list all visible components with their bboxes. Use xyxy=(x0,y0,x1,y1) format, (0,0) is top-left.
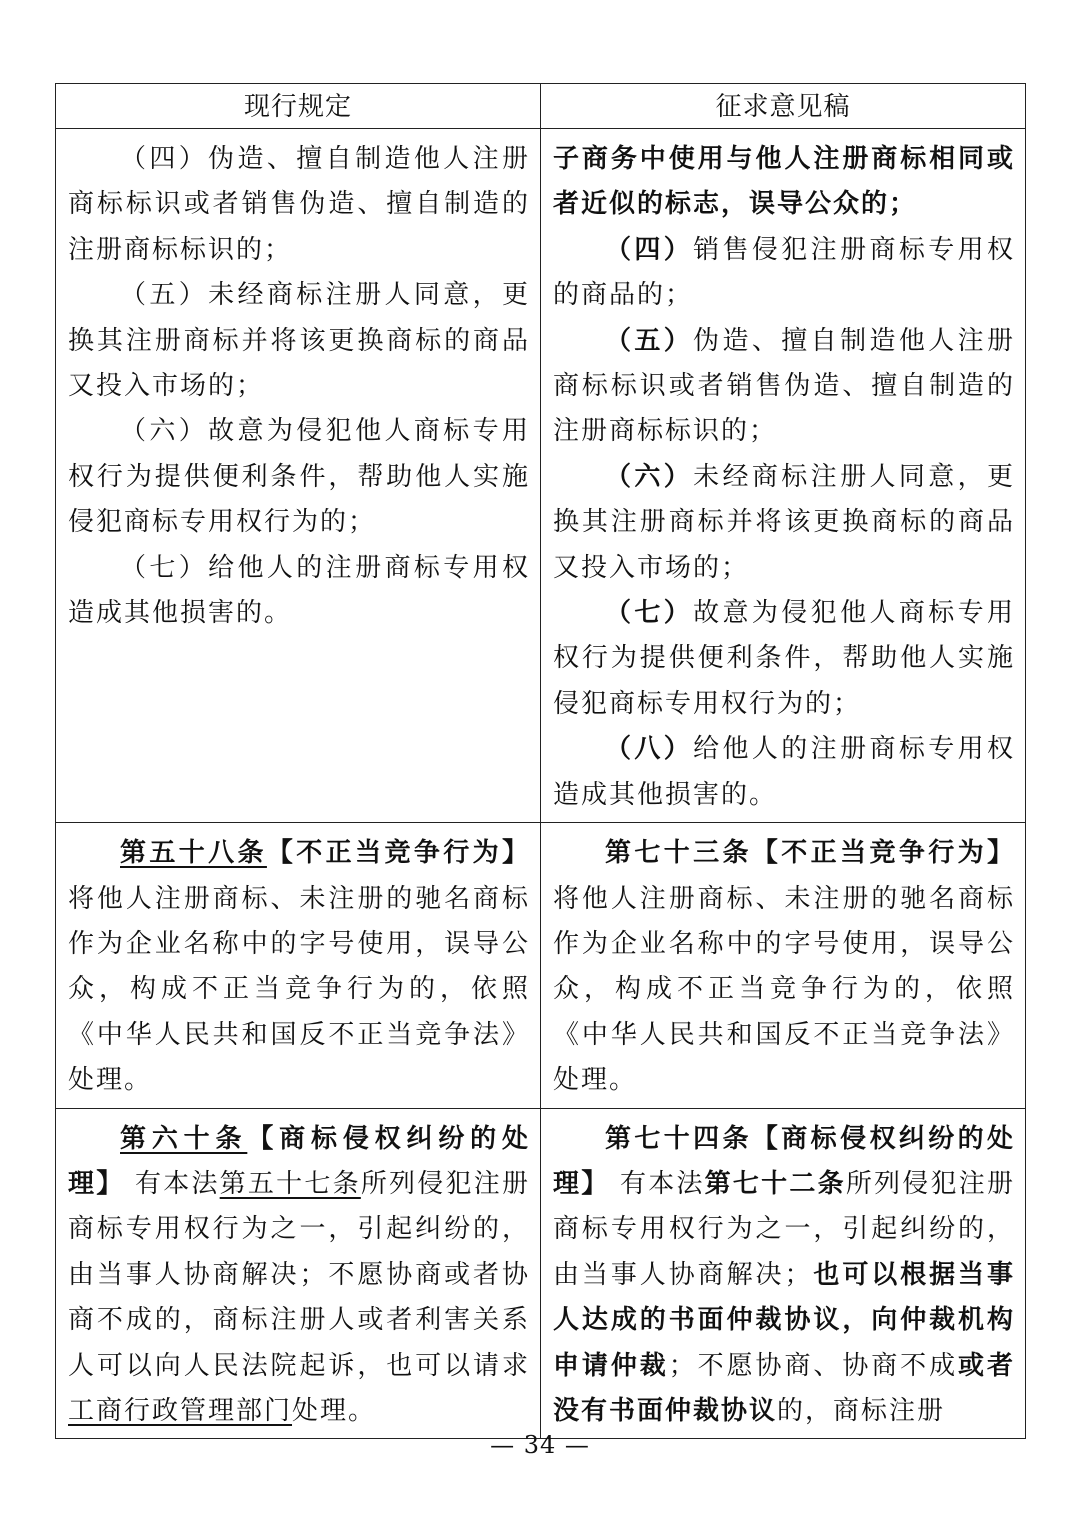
current-rules-cell xyxy=(56,823,541,1108)
article-number: 第七十三条 xyxy=(605,838,752,869)
article-text: 有本法 xyxy=(134,1168,220,1199)
article-reference: 第五十七条 xyxy=(219,1168,361,1199)
clause-5: （五）未经商标注册人同意，更换其注册商标并将该更换商标的商品又投入市场的； xyxy=(68,280,530,402)
current-rules-cell xyxy=(56,1108,541,1439)
draft-cell xyxy=(541,823,1026,1108)
article-body: 将他人注册商标、未注册的驰名商标作为企业名称中的字号使用，误导公众，构成不正当竞争行为的，依照《中华人民共和国反不正当竞争法》处理。 xyxy=(68,883,530,1096)
page-number: — 34 — xyxy=(490,1431,590,1459)
clause-4: （四）伪造、擅自制造他人注册商标标识或者销售伪造、擅自制造的注册商标标识的； xyxy=(68,144,530,265)
table-row xyxy=(56,1108,1026,1439)
article-added-text: 也可以根据当事人达成的书面仲裁协议，向仲裁机构申请仲裁 xyxy=(553,1259,1015,1381)
clause-7: （七）给他人的注册商标专用权造成其他损害的。 xyxy=(68,552,530,629)
department-name: 工商行政管理部门 xyxy=(68,1395,293,1426)
article-number: 第七十四条 xyxy=(605,1123,752,1154)
draft-clause-4 xyxy=(553,228,1015,319)
article-text: 所列侵犯注册商标专用权行为之一，引起纠纷的，由当事人协商解决； xyxy=(553,1168,1015,1290)
draft-clause-8 xyxy=(553,727,1015,818)
clause-number: （八） xyxy=(605,734,694,765)
comparison-table xyxy=(55,83,1026,1439)
article-text: 所列侵犯注册商标专用权行为之一，引起纠纷的，由当事人协商解决；不愿协商或者协商不成的，商标注册人或者利害关系人可以向人民法院起诉，也可以请求 xyxy=(68,1168,530,1381)
article-added-text: 或者没有书面仲裁协议 xyxy=(553,1350,1015,1426)
clause-6: （六）故意为侵犯他人商标专用权行为提供便利条件，帮助他人实施侵犯商标专用权行为的； xyxy=(68,416,530,538)
article-74 xyxy=(553,1117,1015,1435)
clause-number: （五） xyxy=(605,325,694,356)
article-number: 第六十条 xyxy=(120,1123,248,1154)
clause-text: 故意为侵犯他人商标专用权行为提供便利条件，帮助他人实施侵犯商标专用权行为的； xyxy=(553,598,1015,719)
draft-cell xyxy=(541,1108,1026,1439)
table-header-row xyxy=(56,84,1026,129)
draft-cell xyxy=(541,129,1026,823)
article-text: ；不愿协商、协商不成 xyxy=(668,1350,959,1381)
header-current-rules: 现行规定 xyxy=(56,84,541,129)
article-text: 处理。 xyxy=(292,1395,377,1426)
article-73 xyxy=(553,831,1015,1103)
article-title: 【不正当竞争行为】 xyxy=(266,838,530,869)
clause-number: （四） xyxy=(605,234,694,265)
draft-lead-text: 子商务中使用与他人注册商标相同或者近似的标志，误导公众的； xyxy=(553,144,1015,220)
clause-text: 给他人的注册商标专用权造成其他损害的。 xyxy=(553,734,1015,810)
clause-number: （六） xyxy=(605,461,694,492)
article-60 xyxy=(68,1117,530,1435)
article-title: 【商标侵权纠纷的处理】 xyxy=(553,1123,1015,1199)
article-number: 第五十八条 xyxy=(120,838,267,869)
draft-clause-5 xyxy=(553,319,1015,455)
table-row xyxy=(56,823,1026,1108)
clause-text: 伪造、擅自制造他人注册商标标识或者销售伪造、擅自制造的注册商标标识的； xyxy=(553,325,1015,447)
header-draft: 征求意见稿 xyxy=(541,84,1026,129)
draft-clause-7 xyxy=(553,591,1015,727)
current-rules-cell xyxy=(56,129,541,823)
article-reference: 第七十二条 xyxy=(704,1168,846,1199)
article-58 xyxy=(68,831,530,1103)
article-text: 的，商标注册 xyxy=(777,1395,946,1426)
article-title: 【不正当竞争行为】 xyxy=(751,838,1015,869)
table-row xyxy=(56,129,1026,823)
draft-clause-6 xyxy=(553,455,1015,591)
article-text: 有本法 xyxy=(619,1168,705,1199)
clause-number: （七） xyxy=(605,598,694,629)
clause-text: 未经商标注册人同意，更换其注册商标并将该更换商标的商品又投入市场的； xyxy=(553,461,1015,583)
article-title: 【商标侵权纠纷的处理】 xyxy=(68,1123,530,1199)
article-body: 将他人注册商标、未注册的驰名商标作为企业名称中的字号使用，误导公众，构成不正当竞争行为的，依照《中华人民共和国反不正当竞争法》处理。 xyxy=(553,883,1015,1096)
clause-text: 销售侵犯注册商标专用权的商品的； xyxy=(553,234,1015,311)
